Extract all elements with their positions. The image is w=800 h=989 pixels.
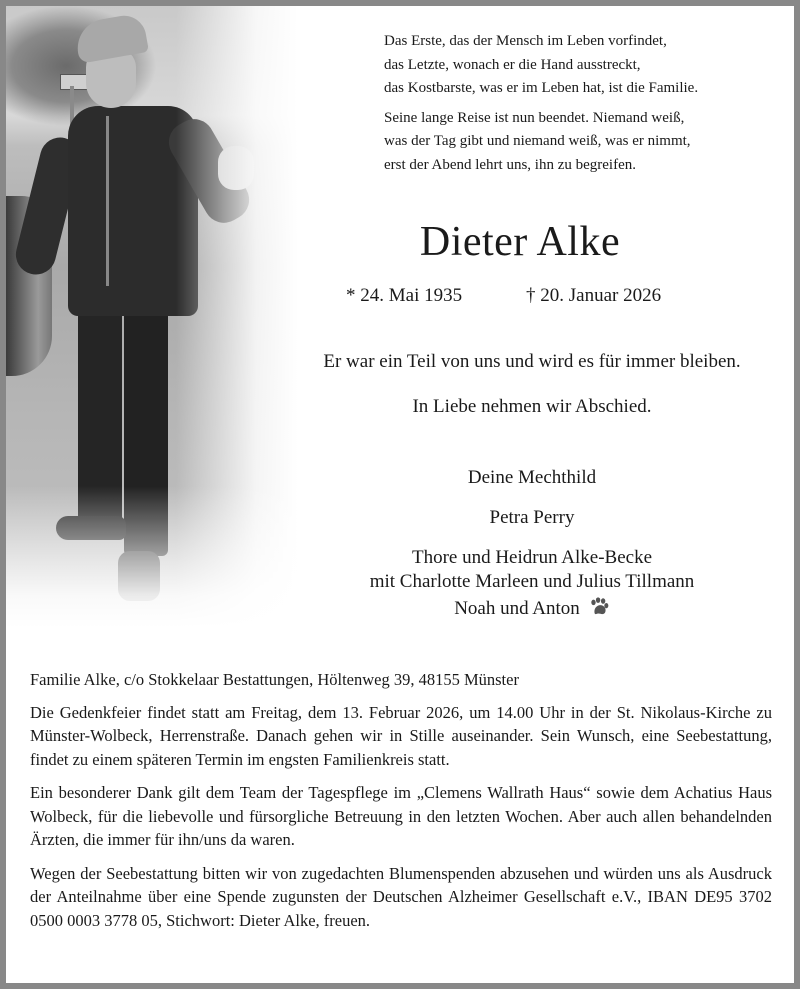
family-member xyxy=(292,506,772,530)
photo-fade-bottom xyxy=(6,6,298,628)
family-member-thore-heidrun: Thore und Heidrun Alke-Becke xyxy=(411,547,653,568)
poem xyxy=(384,30,698,177)
quote-line-1: Er war ein Teil von uns und wird es für immer bleiben. xyxy=(323,351,741,372)
pets-names: Noah und Anton xyxy=(454,598,580,619)
family-group xyxy=(292,546,772,624)
paw-print-icon xyxy=(588,596,610,618)
family-member-petra: Petra Perry xyxy=(489,507,575,528)
thanks-note: Ein besonderer Dank gilt dem Team der Tagespflege im „Clemens Wallrath Haus“ sowie dem Achatius Haus Wolbeck, für die liebevolle und fürsorgliche Betreuung in den letzten Wochen. Aber auch allen behandelnden Ärzten, die immer für ihn/uns da waren. xyxy=(30,783,772,849)
poem-stanza-2 xyxy=(384,107,698,178)
death-date: † 20. Januar 2026 xyxy=(526,285,662,306)
poem-line: erst der Abend lehrt uns, ihn zu begreifen. xyxy=(384,156,637,173)
portrait-photo xyxy=(6,6,298,628)
poem-line: das Letzte, wonach er die Hand ausstreckt, xyxy=(384,56,641,73)
birth-date: * 24. Mai 1935 xyxy=(346,285,463,306)
family-address: Familie Alke, c/o Stokkelaar Bestattungen, Höltenweg 39, 48155 Münster xyxy=(30,670,519,689)
poem-line: was der Tag gibt und niemand weiß, was er nimmt, xyxy=(384,133,691,149)
poem-line: Das Erste, das der Mensch im Leben vorfindet, xyxy=(384,33,667,49)
poem-line: das Kostbarste, was er im Leben hat, ist die Familie. xyxy=(384,80,699,96)
deceased-name: Dieter Alke xyxy=(419,219,621,265)
family-member-grandchildren: mit Charlotte Marleen und Julius Tillmann xyxy=(369,571,695,592)
family-member-pets xyxy=(292,594,772,624)
poem-line: Seine lange Reise ist nun beendet. Niemand weiß, xyxy=(384,109,685,126)
donation-request: Wegen der Seebestattung bitten wir von zugedachten Blumenspenden abzusehen und würden uns als Ausdruck der Anteilnahme über eine Spende zugunsten der Deutschen Alzheimer Gesellschaft e.V., IBAN DE95 3702 0500 0003 3778 05, Stichwort: Dieter Alke, freuen. xyxy=(30,863,772,930)
quote-line-2: In Liebe nehmen wir Abschied. xyxy=(412,396,652,417)
ceremony-info: Die Gedenkfeier findet statt am Freitag, dem 13. Februar 2026, um 14.00 Uhr in der St. Nikolaus-Kirche zu Münster-Wolbeck, Herrenstraße. Danach gehen wir in Stille auseinander. Sein Wunsch, eine Seebestattung, findet zu einem späteren Termin im engsten Familienkreis statt. xyxy=(30,702,772,769)
obituary-details xyxy=(30,668,772,942)
family-member xyxy=(292,466,772,490)
family-member-mechthild: Deine Mechthild xyxy=(467,467,597,488)
poem-stanza-1 xyxy=(384,30,698,101)
